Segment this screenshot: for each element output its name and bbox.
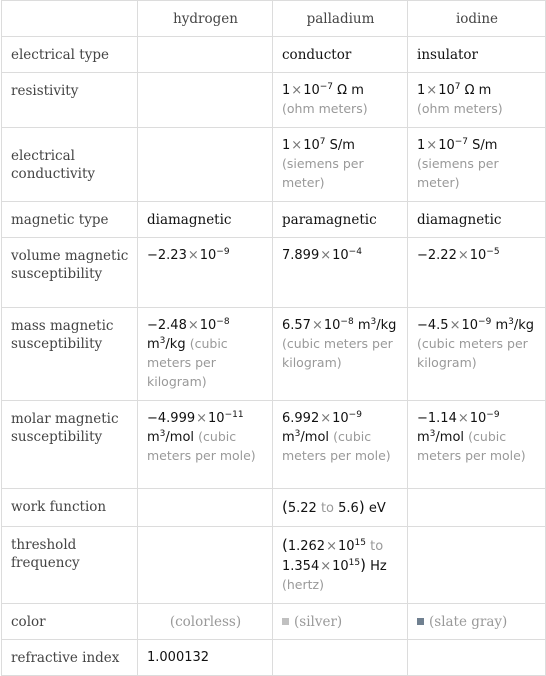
silver-swatch-icon <box>282 618 289 625</box>
mantissa: 1 <box>417 138 426 153</box>
unit-name: (ohm meters) <box>282 101 368 116</box>
unit: Ω m <box>337 83 364 98</box>
cell-hydrogen <box>138 489 273 527</box>
row-label: refractive index <box>2 640 138 676</box>
unit: S/m <box>472 138 498 153</box>
cell-palladium: ($1.262\times 10^{15}$ to $1.354\times 10^{15}$) Hz (hertz) <box>273 527 408 604</box>
cell-iodine: $-2.22\times 10^{-5}$ <box>408 238 546 308</box>
cell-hydrogen <box>138 527 273 604</box>
row-volume-susceptibility <box>2 238 546 308</box>
cell-palladium <box>273 640 408 676</box>
mantissa: 1 <box>282 138 291 153</box>
row-label: mass magnetic susceptibility <box>2 308 138 401</box>
unit: S/m <box>329 138 355 153</box>
cell-iodine <box>408 489 546 527</box>
row-label: molar magnetic susceptibility <box>2 401 138 489</box>
cell-iodine: $-1.14\times 10^{-9}$ $m^3$/mol (cubic meters per mole) <box>408 401 546 489</box>
row-label: magnetic type <box>2 202 138 238</box>
cell-iodine: insulator <box>408 37 546 73</box>
cell-palladium: paramagnetic <box>273 202 408 238</box>
row-conductivity <box>2 128 546 202</box>
mantissa: 1 <box>417 83 426 98</box>
element-properties-table <box>1 0 546 676</box>
cell-hydrogen: $-2.48\times 10^{-8}$ $m^3/kg$ (cubic meters per kilogram) <box>138 308 273 401</box>
cell-hydrogen <box>138 128 273 202</box>
cell-palladium: $6.57\times 10^{-8}$ $m^3/kg$ (cubic meters per kilogram) <box>273 308 408 401</box>
row-label: electrical conductivity <box>2 128 138 202</box>
cell-palladium: (5.22 to 5.6) eV <box>273 489 408 527</box>
row-label: volume magnetic susceptibility <box>2 238 138 308</box>
cell-palladium: $1\times 10^{-7}$ Ω m (ohm meters) <box>273 73 408 128</box>
header-row <box>2 1 546 37</box>
unit-name: (siemens per meter) <box>417 156 499 190</box>
cell-iodine: (slate gray) <box>408 604 546 640</box>
row-magnetic-type <box>2 202 546 238</box>
row-work-function <box>2 489 546 527</box>
unit-name: (siemens per meter) <box>282 156 364 190</box>
cell-hydrogen: 1.000132 <box>138 640 273 676</box>
cell-hydrogen <box>138 73 273 128</box>
cell-iodine <box>408 527 546 604</box>
header-hydrogen: hydrogen <box>138 1 273 37</box>
cell-iodine: $1\times 10^7$ Ω m (ohm meters) <box>408 73 546 128</box>
exponent: −7 <box>454 137 469 147</box>
exponent: 7 <box>454 82 461 92</box>
row-label: work function <box>2 489 138 527</box>
cell-hydrogen <box>138 37 273 73</box>
exponent: 7 <box>319 137 326 147</box>
row-molar-susceptibility <box>2 401 546 489</box>
cell-palladium: $6.992\times 10^{-9}$ $m^3$/mol (cubic meters per mole) <box>273 401 408 489</box>
row-resistivity <box>2 73 546 128</box>
cell-palladium: conductor <box>273 37 408 73</box>
slate-gray-swatch-icon <box>417 618 424 625</box>
unit: Ω m <box>464 83 492 98</box>
cell-palladium: $1\times 10^7$ S/m (siemens per meter) <box>273 128 408 202</box>
unit-name: (ohm meters) <box>417 101 503 116</box>
cell-iodine: $1\times 10^{-7}$ S/m (siemens per meter) <box>408 128 546 202</box>
row-mass-susceptibility <box>2 308 546 401</box>
cell-palladium: (silver) <box>273 604 408 640</box>
cell-hydrogen: (colorless) <box>138 604 273 640</box>
cell-hydrogen: diamagnetic <box>138 202 273 238</box>
row-label: electrical type <box>2 37 138 73</box>
cell-palladium: $7.899\times 10^{-4}$ <box>273 238 408 308</box>
header-palladium: palladium <box>273 1 408 37</box>
exponent: −7 <box>319 82 334 92</box>
cell-hydrogen: $-4.999\times 10^{-11}$ $m^3$/mol (cubic meters per mole) <box>138 401 273 489</box>
header-empty <box>2 1 138 37</box>
cell-iodine: diamagnetic <box>408 202 546 238</box>
row-refractive-index <box>2 640 546 676</box>
cell-iodine <box>408 640 546 676</box>
row-color <box>2 604 546 640</box>
cell-iodine: $-4.5\times 10^{-9}$ $m^3/kg$ (cubic meters per kilogram) <box>408 308 546 401</box>
mantissa: 1 <box>282 83 291 98</box>
row-label: resistivity <box>2 73 138 128</box>
row-electrical-type <box>2 37 546 73</box>
cell-hydrogen: $-2.23\times 10^{-9}$ <box>138 238 273 308</box>
header-iodine: iodine <box>408 1 546 37</box>
row-label: color <box>2 604 138 640</box>
row-label: threshold frequency <box>2 527 138 604</box>
row-threshold-frequency <box>2 527 546 604</box>
